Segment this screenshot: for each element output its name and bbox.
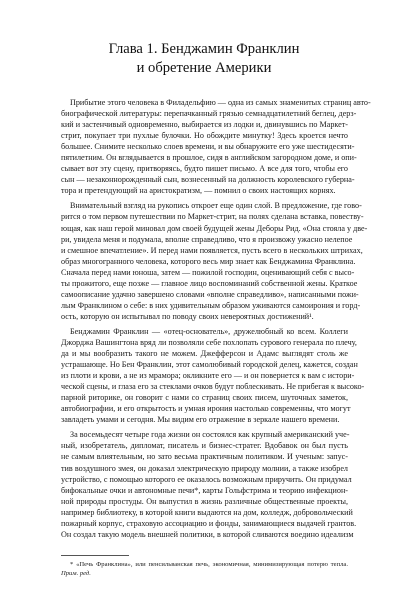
text-line: автобиографии, и его открытость и умная ирония настолько современны, что могут [61,404,351,414]
text-line: Сначала перед нами юноша, затем — пожилой господин, оценивающий себя с высо- [61,267,355,277]
chapter-title [60,40,348,78]
text-line: ный, изобретатель, дипломат, писатель и бизнес-стратег. Вдобавок он был пусть [61,441,348,451]
text-line: лым Франклином о себе: в них удивительным образом уживаются самоирония и горд- [61,300,361,310]
text-line: ющая, как наш герой миновал дом своей будущей жены Деборы Рид. «Она стояла у две- [61,223,368,233]
text-line: Бенджамин Франклин — «отец-основатель», дружелюбный ко всем. Коллеги [70,326,348,336]
text-line: ной природы простуды. Он выпустил в жизнь различные общественные проекты, [61,496,348,506]
chapter-title-line-1: Глава 1. Бенджамин Франклин [108,41,300,57]
text-line: рится о том первом путешествии по Маркет-стрит, на полях сделана вставка, повеству- [61,212,364,222]
text-line: например библиотеку, в которой книги выдаются на дом, колледж, добровольческий [61,507,353,517]
footnote-divider [61,555,129,556]
text-line: завладеть умами и сегодня. Мы видим его отражение в зеркале нашего времени. [61,415,340,425]
text-line: самоописание удачно завершено словами «вполне справедливо», написанными пожи- [61,289,359,299]
text-line: биографической литературы: перепачканный грязью семнадцатилетний беглец, дерз- [61,109,357,119]
text-line: сын — незаконнорожденный сын, вознесенный на должность королевского губерна- [61,175,355,185]
text-line: кий и застенчивый одновременно, выбирается из лодки и, двинувшись по Маркет- [61,120,348,130]
text-line: Он создал такую модель внешней политики, в которой сливаются воедино идеализм [61,529,354,539]
paragraph [61,97,371,196]
footnote-line: * «Печь Франклина», или пенсильванская печь, экономичная, минимизирующая потерю тепла. [70,561,348,568]
text-line: из плоти и крови, а не из мрамора; окликните его — и он повернется к вам с истори- [61,371,355,381]
text-line: пятилетним. Он вглядывается в прошлое, сидя в английском загородном доме, и опи- [61,153,357,163]
text-line: бифокальные очки и автономные печи*, карты Гольфстрима и теорию инфекцион- [61,485,348,495]
chapter-title-line-2: и обретение Америки [136,60,272,76]
text-line: сывает вот эту сцену, притворяясь, будто пишет письмо. А все для того, чтобы его [61,164,348,174]
text-line: тив воздушного змея, он доказал электрическую природу молнии, а также изобрел [61,463,348,473]
text-line: парной риторике, он говорит с нами со страниц своих писем, шуточных заметок, [61,393,348,403]
text-line: образ многогранного человека, которого весь мир знает как Бенджамина Франклина. [61,256,356,266]
text-line: тора и претендующий на аристократизм, — помнил о своих настоящих корнях. [61,186,336,196]
text-line: большее. Снимите несколько слоев времени, и вы обнаружите его уже шестидесяти- [61,142,355,152]
text-line: устройство, с помощью которого ее оказалось возможным приручить. Он придумал [61,474,352,484]
paragraph [61,429,357,539]
text-line: не самым влиятельным, но зато весьма практичным политиком. И ученым: запус- [61,452,348,462]
text-line: Джорджа Вашингтона вряд ли позволяли себе похлопать сурового генерала по плечу, [61,337,357,347]
footnote-note: Прим. ред. [61,570,91,577]
footnote [61,560,348,578]
text-line: ость, которую он испытывал по поводу своих невероятных достижений¹. [61,311,314,321]
text-line: пожарный корпус, страховую ассоциацию и фонды, занимающиеся выдачей грантов. [61,518,357,528]
text-line: и смешное впечатление». И перед нами появляется, пусть всего в нескольких штрихах, [61,245,363,255]
text-line: да и мы вообразить такого не можем. Джефферсон и Адамс выглядят столь же [61,349,348,359]
paragraph [61,326,365,425]
text-line: стрит, покупает три пухлые булочки. Но обождите минутку! Здесь кроется нечто [61,131,348,141]
paragraph [61,200,368,322]
text-line: Внимательный взгляд на рукопись откроет еще один слой. В предложение, где гово- [70,201,362,211]
text-line: устрашающе. Но Бен Франклин, этот самолюбивый городской делец, кажется, создан [61,360,358,370]
text-line: Прибытие этого человека в Филадельфию — одна из самых знаменитых страниц авто- [70,98,371,107]
text-line: ри, увидела меня и подумала, вполне справедливо, что я произвожу ужасно нелепое [61,234,353,244]
body-text [61,97,371,544]
text-line: За восемьдесят четыре года жизни он состоялся как крупный американский уче- [70,430,350,440]
text-line: ты прожитого, еще позже — главное лицо воспоминаний собственной жены. Краткое [61,278,358,288]
text-line: ческой сцены, и глаза его за стеклами очков будут поблескивать. Не прибегая к высоко- [61,382,365,392]
